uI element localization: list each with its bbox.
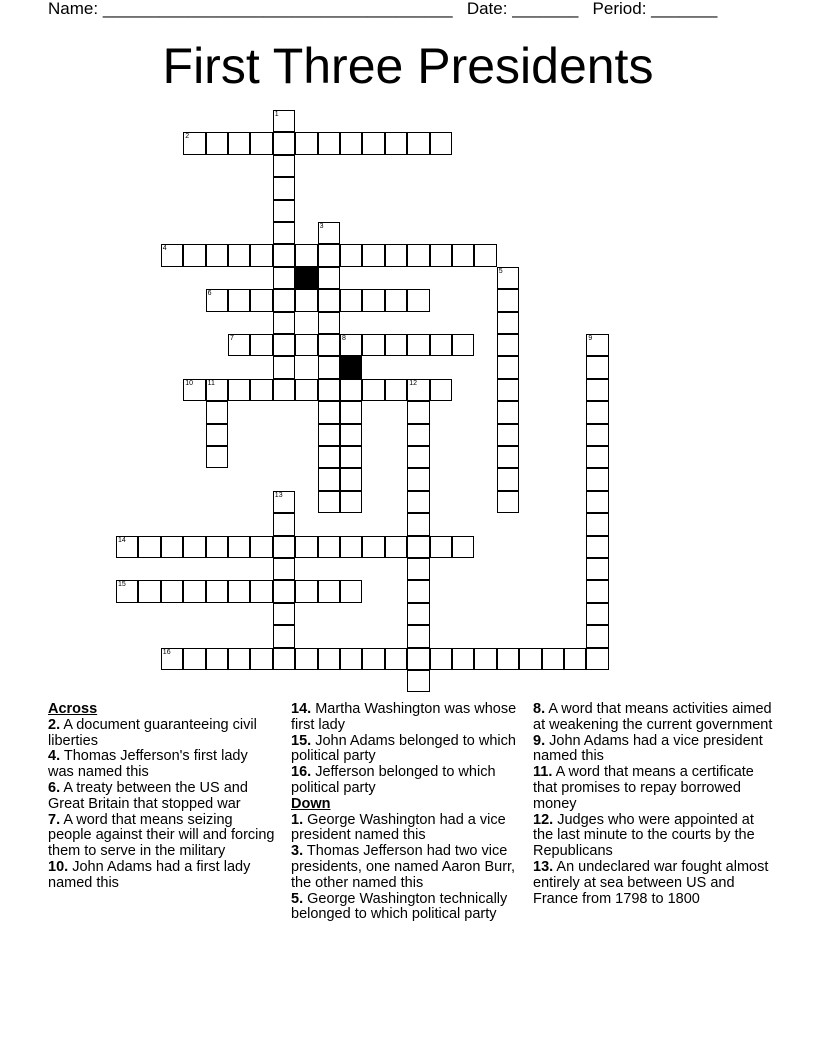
grid-cell[interactable] bbox=[362, 334, 384, 356]
grid-cell[interactable] bbox=[407, 603, 429, 625]
grid-cell[interactable] bbox=[407, 379, 429, 401]
grid-cell[interactable] bbox=[250, 334, 272, 356]
clue-text: A document guaranteeing civil liberties bbox=[48, 716, 257, 749]
clue-number: 6. bbox=[48, 779, 61, 796]
clue-number-label: 3 bbox=[319, 223, 324, 230]
grid-cell[interactable] bbox=[295, 536, 317, 558]
grid-cell[interactable] bbox=[385, 648, 407, 670]
across-heading: Across bbox=[48, 701, 98, 717]
clue-number-label: 7 bbox=[230, 335, 234, 342]
clue-number-label: 6 bbox=[207, 290, 212, 298]
grid-cell[interactable] bbox=[340, 491, 362, 513]
name-label: Name: bbox=[48, 0, 99, 18]
grid-cell[interactable] bbox=[340, 446, 362, 468]
grid-cell[interactable] bbox=[385, 244, 407, 266]
clue-number: 4. bbox=[48, 748, 61, 765]
clue-number-label: 14 bbox=[118, 536, 126, 544]
grid-cell[interactable] bbox=[206, 446, 228, 468]
grid-cell[interactable] bbox=[340, 132, 362, 154]
clues-column-3 bbox=[533, 702, 773, 907]
grid-cell[interactable] bbox=[340, 289, 362, 311]
grid-cell[interactable] bbox=[586, 603, 608, 625]
grid-cell[interactable] bbox=[183, 648, 205, 670]
grid-cell[interactable] bbox=[407, 244, 429, 266]
grid-cell[interactable] bbox=[407, 558, 429, 580]
grid-cell[interactable] bbox=[586, 648, 608, 670]
grid-cell[interactable] bbox=[407, 580, 429, 602]
grid-cell[interactable] bbox=[273, 603, 295, 625]
grid-cell[interactable] bbox=[385, 334, 407, 356]
grid-cell[interactable] bbox=[206, 379, 228, 401]
grid-cell[interactable] bbox=[250, 132, 272, 154]
grid-cell[interactable] bbox=[407, 670, 429, 692]
grid-cell[interactable] bbox=[318, 289, 340, 311]
grid-cell[interactable] bbox=[228, 289, 250, 311]
grid-cell[interactable] bbox=[295, 334, 317, 356]
grid-cell[interactable] bbox=[206, 244, 228, 266]
clue-across-10 bbox=[48, 860, 276, 892]
grid-cell[interactable] bbox=[206, 536, 228, 558]
grid-cell[interactable] bbox=[452, 244, 474, 266]
grid-cell[interactable] bbox=[228, 648, 250, 670]
grid-cell[interactable] bbox=[452, 334, 474, 356]
clue-number-label: 8 bbox=[342, 335, 346, 342]
grid-cell[interactable] bbox=[273, 289, 295, 311]
clue-number-label: 10 bbox=[185, 379, 193, 387]
grid-cell[interactable] bbox=[586, 491, 608, 513]
grid-cell[interactable] bbox=[340, 379, 362, 401]
clue-text: Jefferson belonged to which political party bbox=[291, 764, 496, 796]
grid-cell[interactable] bbox=[497, 356, 519, 378]
grid-cell[interactable] bbox=[318, 446, 340, 468]
grid-cell[interactable] bbox=[138, 580, 160, 602]
grid-cell[interactable] bbox=[407, 424, 429, 446]
grid-cell[interactable] bbox=[228, 244, 250, 266]
clue-number-label: 11 bbox=[207, 379, 215, 387]
grid-cell[interactable] bbox=[161, 648, 183, 670]
grid-cell[interactable] bbox=[497, 446, 519, 468]
grid-cell[interactable] bbox=[273, 648, 295, 670]
grid-cell[interactable] bbox=[497, 491, 519, 513]
grid-cell[interactable] bbox=[273, 580, 295, 602]
grid-cell[interactable] bbox=[430, 334, 452, 356]
grid-cell[interactable] bbox=[318, 536, 340, 558]
grid-cell[interactable] bbox=[430, 244, 452, 266]
grid-cell[interactable] bbox=[586, 625, 608, 647]
grid-cell[interactable] bbox=[250, 379, 272, 401]
grid-cell[interactable] bbox=[273, 356, 295, 378]
clue-across-14 bbox=[291, 702, 523, 734]
grid-cell[interactable] bbox=[250, 536, 272, 558]
clue-number: 7. bbox=[48, 811, 61, 828]
grid-cell[interactable] bbox=[407, 468, 429, 490]
grid-cell[interactable] bbox=[430, 132, 452, 154]
grid-cell[interactable] bbox=[206, 132, 228, 154]
clue-number: 15. bbox=[291, 732, 312, 749]
grid-cell[interactable] bbox=[228, 334, 250, 356]
date-label: Date: bbox=[466, 0, 508, 18]
grid-cell[interactable] bbox=[385, 132, 407, 154]
clue-number: 16. bbox=[291, 764, 312, 781]
grid-cell[interactable] bbox=[474, 648, 496, 670]
grid-cell[interactable] bbox=[586, 536, 608, 558]
clue-text: George Washington technically belonged to which political party bbox=[291, 890, 508, 923]
grid-cell[interactable] bbox=[250, 244, 272, 266]
clue-number-label: 1 bbox=[274, 111, 279, 118]
clue-down-11 bbox=[533, 765, 773, 812]
clues-column-1 bbox=[48, 702, 276, 892]
grid-cell[interactable] bbox=[206, 401, 228, 423]
grid-cell[interactable] bbox=[318, 244, 340, 266]
grid-cell[interactable] bbox=[497, 289, 519, 311]
grid-cell[interactable] bbox=[452, 536, 474, 558]
clue-text: George Washington had a vice president named this bbox=[291, 811, 506, 844]
grid-cell[interactable] bbox=[273, 200, 295, 222]
grid-cell[interactable] bbox=[362, 244, 384, 266]
grid-cell[interactable] bbox=[407, 648, 429, 670]
clues-column-2 bbox=[291, 702, 523, 923]
grid-cell[interactable] bbox=[273, 536, 295, 558]
clue-number-label: 16 bbox=[162, 648, 171, 656]
grid-cell[interactable] bbox=[318, 491, 340, 513]
grid-cell[interactable] bbox=[564, 648, 586, 670]
grid-cell[interactable] bbox=[474, 244, 496, 266]
grid-cell[interactable] bbox=[206, 289, 228, 311]
clue-text: A word that means seizing people against their will and forcing them to serve in the military bbox=[48, 811, 275, 860]
grid-cell[interactable] bbox=[407, 625, 429, 647]
grid-cell[interactable] bbox=[318, 648, 340, 670]
grid-cell[interactable] bbox=[318, 468, 340, 490]
grid-cell[interactable] bbox=[183, 580, 205, 602]
clue-text: A treaty between the US and Great Britain that stopped war bbox=[48, 779, 248, 812]
grid-cell[interactable] bbox=[183, 132, 205, 154]
grid-cell[interactable] bbox=[407, 491, 429, 513]
grid-cell[interactable] bbox=[273, 491, 295, 513]
grid-cell[interactable] bbox=[318, 312, 340, 334]
clue-across-4 bbox=[48, 749, 276, 781]
grid-cell[interactable] bbox=[206, 580, 228, 602]
clue-number-label: 12 bbox=[409, 379, 417, 387]
grid-cell[interactable] bbox=[206, 424, 228, 446]
grid-cell[interactable] bbox=[586, 446, 608, 468]
grid-cell[interactable] bbox=[206, 648, 228, 670]
grid-cell[interactable] bbox=[586, 424, 608, 446]
grid-cell[interactable] bbox=[340, 580, 362, 602]
clue-number: 5. bbox=[291, 890, 304, 907]
date-line: _______ bbox=[512, 0, 579, 18]
grid-cell[interactable] bbox=[161, 580, 183, 602]
grid-cell[interactable] bbox=[385, 536, 407, 558]
name-line: _____________________________________ bbox=[102, 0, 453, 18]
clue-down-3 bbox=[291, 844, 523, 891]
grid-cell[interactable] bbox=[385, 379, 407, 401]
grid-cell[interactable] bbox=[228, 580, 250, 602]
clue-text: Thomas Jefferson had two vice presidents, one named Aaron Burr, the other named this bbox=[291, 843, 516, 891]
grid-cell[interactable] bbox=[295, 244, 317, 266]
grid-cell[interactable] bbox=[430, 379, 452, 401]
clue-across-15 bbox=[291, 734, 523, 766]
clue-text: A word that means activities aimed at weakening the current government bbox=[533, 701, 773, 733]
clue-down-5 bbox=[291, 892, 523, 924]
clue-down-1 bbox=[291, 813, 523, 845]
grid-cell[interactable] bbox=[586, 379, 608, 401]
grid-cell[interactable] bbox=[273, 625, 295, 647]
down-heading: Down bbox=[291, 795, 331, 812]
clue-number: 1. bbox=[291, 811, 304, 828]
clue-text: Thomas Jefferson's first lady was named this bbox=[48, 748, 248, 781]
grid-cell[interactable] bbox=[430, 648, 452, 670]
grid-cell[interactable] bbox=[407, 536, 429, 558]
clue-across-2 bbox=[48, 718, 276, 750]
grid-cell[interactable] bbox=[519, 648, 541, 670]
grid-cell[interactable] bbox=[340, 244, 362, 266]
clue-text: John Adams had a first lady named this bbox=[48, 858, 251, 891]
clue-number-label: 9 bbox=[588, 335, 593, 342]
grid-cell[interactable] bbox=[273, 222, 295, 244]
grid-cell[interactable] bbox=[497, 468, 519, 490]
grid-cell[interactable] bbox=[273, 267, 295, 289]
grid-cell[interactable] bbox=[407, 401, 429, 423]
grid-cell[interactable] bbox=[586, 513, 608, 535]
clue-number: 8. bbox=[533, 701, 546, 717]
grid-cell[interactable] bbox=[250, 648, 272, 670]
grid-cell[interactable] bbox=[318, 580, 340, 602]
grid-cell[interactable] bbox=[497, 401, 519, 423]
grid-cell[interactable] bbox=[295, 580, 317, 602]
grid-cell[interactable] bbox=[295, 379, 317, 401]
grid-cell[interactable] bbox=[407, 513, 429, 535]
grid-cell[interactable] bbox=[586, 334, 608, 356]
period-line: _______ bbox=[651, 0, 718, 18]
period-label: Period: bbox=[592, 0, 647, 18]
clue-number: 3. bbox=[291, 843, 304, 860]
grid-cell[interactable] bbox=[362, 132, 384, 154]
grid-cell[interactable] bbox=[273, 132, 295, 154]
grid-cell[interactable] bbox=[273, 177, 295, 199]
grid-cell[interactable] bbox=[273, 155, 295, 177]
clue-number: 14. bbox=[291, 701, 312, 717]
grid-cell[interactable] bbox=[228, 379, 250, 401]
grid-cell[interactable] bbox=[497, 312, 519, 334]
grid-cell[interactable] bbox=[340, 334, 362, 356]
black-cell bbox=[340, 356, 362, 378]
clue-across-16 bbox=[291, 765, 523, 797]
clue-text: A word that means a certificate that promises to repay borrowed money bbox=[533, 764, 754, 812]
grid-cell[interactable] bbox=[318, 132, 340, 154]
grid-cell[interactable] bbox=[318, 401, 340, 423]
clue-text: An undeclared war fought almost entirely at sea between US and France from 1798 to 1800 bbox=[533, 858, 769, 907]
grid-cell[interactable] bbox=[407, 334, 429, 356]
clue-across-6 bbox=[48, 781, 276, 813]
clue-down-13 bbox=[533, 860, 773, 907]
grid-cell[interactable] bbox=[318, 267, 340, 289]
grid-cell[interactable] bbox=[183, 244, 205, 266]
grid-cell[interactable] bbox=[273, 312, 295, 334]
grid-cell[interactable] bbox=[452, 648, 474, 670]
grid-cell[interactable] bbox=[340, 401, 362, 423]
grid-cell[interactable] bbox=[183, 536, 205, 558]
grid-cell[interactable] bbox=[340, 536, 362, 558]
clue-number: 13. bbox=[533, 858, 554, 875]
grid-cell[interactable] bbox=[250, 289, 272, 311]
grid-cell[interactable] bbox=[407, 132, 429, 154]
grid-cell[interactable] bbox=[430, 536, 452, 558]
grid-cell[interactable] bbox=[161, 536, 183, 558]
grid-cell[interactable] bbox=[318, 356, 340, 378]
grid-cell[interactable] bbox=[295, 648, 317, 670]
grid-cell[interactable] bbox=[340, 468, 362, 490]
grid-cell[interactable] bbox=[295, 132, 317, 154]
grid-cell[interactable] bbox=[362, 289, 384, 311]
clue-number-label: 15 bbox=[118, 581, 126, 589]
grid-cell[interactable] bbox=[586, 356, 608, 378]
grid-cell[interactable] bbox=[497, 334, 519, 356]
clue-number: 10. bbox=[48, 858, 69, 875]
grid-cell[interactable] bbox=[407, 289, 429, 311]
grid-cell[interactable] bbox=[273, 244, 295, 266]
grid-cell[interactable] bbox=[295, 289, 317, 311]
grid-cell[interactable] bbox=[586, 468, 608, 490]
clue-text: John Adams belonged to which political party bbox=[291, 732, 516, 765]
grid-cell[interactable] bbox=[273, 334, 295, 356]
page-title: First Three Presidents bbox=[162, 38, 654, 94]
grid-cell[interactable] bbox=[362, 379, 384, 401]
clue-number-label: 5 bbox=[498, 267, 503, 275]
clue-number-label: 2 bbox=[185, 133, 190, 141]
grid-cell[interactable] bbox=[497, 648, 519, 670]
grid-cell[interactable] bbox=[542, 648, 564, 670]
clue-down-12 bbox=[533, 813, 773, 860]
grid-cell[interactable] bbox=[183, 379, 205, 401]
grid-cell[interactable] bbox=[273, 558, 295, 580]
grid-cell[interactable] bbox=[586, 558, 608, 580]
grid-cell[interactable] bbox=[385, 289, 407, 311]
clue-number: 9. bbox=[533, 732, 546, 749]
clue-number: 11. bbox=[533, 764, 553, 781]
clue-across-7 bbox=[48, 813, 276, 860]
grid-cell[interactable] bbox=[340, 648, 362, 670]
grid-cell[interactable] bbox=[318, 379, 340, 401]
grid-cell[interactable] bbox=[161, 244, 183, 266]
grid-cell[interactable] bbox=[586, 401, 608, 423]
grid-cell[interactable] bbox=[362, 648, 384, 670]
clue-number-label: 13 bbox=[274, 491, 283, 499]
grid-cell[interactable] bbox=[586, 580, 608, 602]
clue-text: Judges who were appointed at the last minute to the courts by the Republicans bbox=[533, 811, 755, 860]
grid-cell[interactable] bbox=[407, 446, 429, 468]
grid-cell[interactable] bbox=[318, 222, 340, 244]
clue-number: 2. bbox=[48, 716, 61, 733]
clue-number: 12. bbox=[533, 811, 554, 828]
grid-cell[interactable] bbox=[116, 580, 138, 602]
grid-cell[interactable] bbox=[228, 536, 250, 558]
grid-cell[interactable] bbox=[318, 334, 340, 356]
clue-text: Martha Washington was whose first lady bbox=[291, 701, 517, 733]
clue-down-9 bbox=[533, 734, 773, 766]
grid-cell[interactable] bbox=[250, 580, 272, 602]
grid-cell[interactable] bbox=[273, 110, 295, 132]
grid-cell[interactable] bbox=[362, 536, 384, 558]
grid-cell[interactable] bbox=[318, 424, 340, 446]
grid-cell[interactable] bbox=[273, 379, 295, 401]
grid-cell[interactable] bbox=[138, 536, 160, 558]
grid-cell[interactable] bbox=[116, 536, 138, 558]
clue-number-label: 4 bbox=[162, 245, 167, 253]
clue-text: John Adams had a vice president named this bbox=[533, 732, 763, 765]
black-cell bbox=[295, 267, 317, 289]
grid-cell[interactable] bbox=[340, 424, 362, 446]
grid-cell[interactable] bbox=[497, 379, 519, 401]
grid-cell[interactable] bbox=[497, 267, 519, 289]
grid-cell[interactable] bbox=[497, 424, 519, 446]
clue-down-8 bbox=[533, 702, 773, 734]
grid-cell[interactable] bbox=[228, 132, 250, 154]
grid-cell[interactable] bbox=[273, 513, 295, 535]
